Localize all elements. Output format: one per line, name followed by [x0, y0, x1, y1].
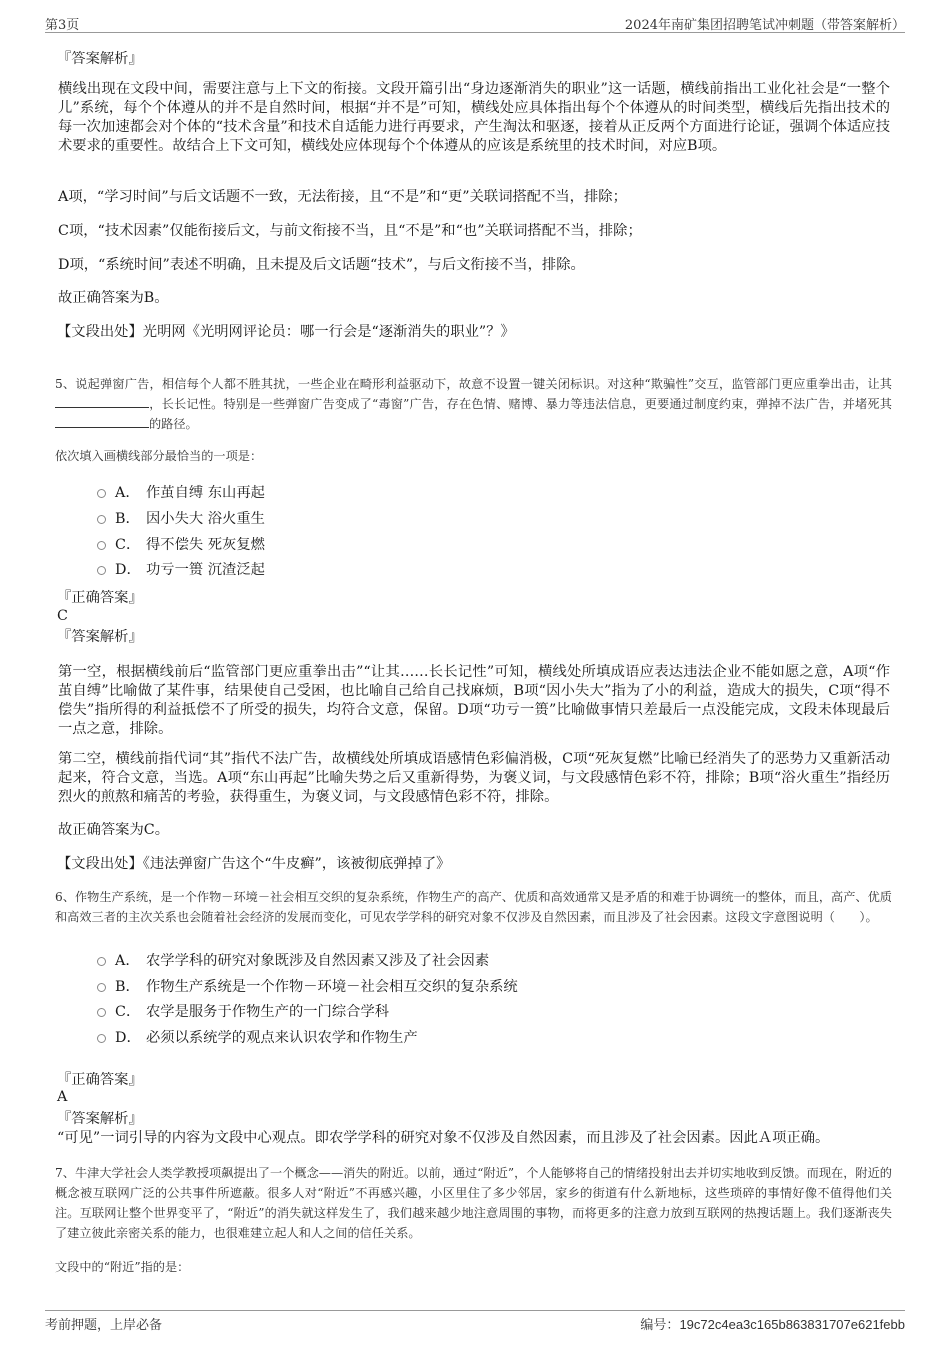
q6-option-b[interactable] [97, 977, 518, 997]
q5-correct-answer: C [57, 608, 68, 624]
radio-icon[interactable] [97, 983, 106, 992]
q4-option-c-analysis: C项，“技术因素”仅能衔接后文，与前文衔接不当，且“不是”和“也”关联词搭配不当，排除； [58, 223, 642, 239]
q5-analysis-blank1: 第一空，根据横线前后“监管部门更应重拳出击”“让其……长长记性”可知，横线处所填成语应表达违法企业不能如愿之意，A项“作茧自缚”比喻做了某件事，结果使自己受困，也比喻自己给自己找麻烦，B项“因小失大”指为了小的利益，造成大的损失，C项“得不偿失”指所得的利益抵偿不了所受的损失，均符合文意，保留。D项“功亏一篑”比喻做事情只差最后一点没能完成，文段未体现最后一点之意，排除。 [58, 664, 890, 737]
option-text: 因小失大 浴火重生 [146, 511, 265, 527]
option-text: 作物生产系统是一个作物－环境－社会相互交织的复杂系统 [146, 979, 518, 995]
option-letter: C． [115, 1004, 141, 1020]
option-letter: B． [115, 511, 140, 527]
q6-option-a[interactable] [97, 951, 489, 971]
q5-option-c[interactable] [97, 535, 265, 555]
q5-blank-1 [55, 395, 149, 408]
q4-analysis-paragraph: 横线出现在文段中间，需要注意与上下文的衔接。文段开篇引出“身边逐渐消失的职业”这一话题，横线前指出工业化社会是“一整个儿”系统，每个个体遵从的并不是自然时间，根据“并不是”可知，横线处应具体指出每个个体遵从的时间类型，横线后先指出技术的每一次加速都会对个体的“技术含量”和技术自适能力进行再要求，产生淘汰和驱逐，接着从正反两个方面进行论证，强调个体适应技术要求的重要性。故结合上下文可知，横线处应体现每个个体遵从的应该是系统里的技术时间，对应B项。 [58, 81, 890, 154]
option-letter: B． [115, 979, 140, 995]
option-letter: D． [115, 1030, 141, 1046]
option-letter: C． [115, 537, 141, 553]
q5-source: 【文段出处】《违法弹窗广告这个“牛皮癣”，该被彻底弹掉了》 [57, 856, 451, 872]
q4-conclusion: 故正确答案为B。 [58, 290, 169, 306]
q5-stem-part2: ，长长记性。特别是一些弹窗广告变成了“毒窗”广告，存在色情、赌博、暴力等违法信息，更要通过制度约束，弹掉不法广告，并堵死其 [149, 397, 892, 411]
q5-conclusion: 故正确答案为C。 [58, 822, 170, 838]
option-text: 农学是服务于作物生产的一门综合学科 [146, 1004, 390, 1020]
q5-analysis-label: 『答案解析』 [57, 629, 143, 645]
q5-stem-part3: 的路径。 [149, 417, 198, 431]
q5-analysis-blank2: 第二空，横线前指代词“其”指代不法广告，故横线处所填成语感情色彩偏消极，C项“死灰复燃”比喻已经消失了的恶势力又重新活动起来，符合文意，当选。A项“东山再起”比喻失势之后又重新得势，为褒义词，与文段感情色彩不符，排除；B项“浴火重生”指经历烈火的煎熬和痛苦的考验，获得重生，为褒义词，与文段感情色彩不符，排除。 [58, 751, 890, 805]
option-letter: A． [115, 485, 140, 501]
footer-slogan: 考前押题，上岸必备 [45, 1318, 163, 1333]
radio-icon[interactable] [97, 1008, 106, 1017]
radio-icon[interactable] [97, 566, 106, 575]
header-divider [45, 32, 905, 33]
q6-analysis-label: 『答案解析』 [57, 1111, 143, 1127]
option-letter: A． [115, 953, 140, 969]
q6-analysis: “可见”一词引导的内容为文段中心观点。即农学学科的研究对象不仅涉及自然因素，而且涉及了社会因素。因此Ａ项正确。 [57, 1130, 830, 1146]
option-text: 作茧自缚 东山再起 [146, 485, 265, 501]
option-letter: D． [115, 562, 141, 578]
q5-correct-label: 『正确答案』 [57, 590, 143, 606]
footer-divider [45, 1310, 905, 1311]
option-text: 必须以系统学的观点来认识农学和作物生产 [146, 1030, 418, 1046]
q7-stem: 7、牛津大学社会人类学教授项飙提出了一个概念——消失的附近。以前，通过“附近”，个人能够将自己的情绪投射出去并切实地收到反馈。而现在，附近的概念被互联网广泛的公共事件所遮蔽。很多人对“附近”不再感兴趣，小区里住了多少邻居，家乡的街道有什么新地标，这些琐碎的事情好像不值得他们关注。互联网让整个世界变平了，“附近”的消失就这样发生了，我们越来越少地注意周围的事物，而将更多的注意力放到互联网的热搜话题上。我们逐渐丧失了建立彼此亲密关系的能力，也很难建立起人和人之间的信任关系。 [55, 1166, 892, 1240]
document-code [640, 1314, 905, 1333]
q5-blank-2 [55, 415, 149, 428]
radio-icon[interactable] [97, 1034, 106, 1043]
q6-option-c[interactable] [97, 1002, 389, 1022]
q5-option-b[interactable] [97, 509, 265, 529]
document-title: 2024年南矿集团招聘笔试冲刺题（带答案解析） [624, 18, 905, 33]
q4-option-a-analysis: A项，“学习时间”与后文话题不一致，无法衔接，且“不是”和“更”关联词搭配不当，排除； [58, 189, 627, 205]
q7-prompt: 文段中的“附近”指的是： [55, 1260, 190, 1274]
q6-correct-label: 『正确答案』 [57, 1072, 143, 1088]
q4-analysis-label: 『答案解析』 [57, 51, 143, 67]
page-number: 第3页 [45, 18, 80, 33]
q4-option-d-analysis: D项，“系统时间”表述不明确，且未提及后文话题“技术”，与后文衔接不当，排除。 [58, 257, 585, 273]
q5-option-d[interactable] [97, 560, 265, 580]
document-code-value: 19c72c4ea3c165b863831707e621febb [679, 1317, 905, 1332]
q5-stem-part1: 5、说起弹窗广告，相信每个人都不胜其扰，一些企业在畸形利益驱动下，故意不设置一键关闭标识。对这种“欺骗性”交互，监管部门更应重拳出击，让其 [55, 377, 892, 391]
radio-icon[interactable] [97, 489, 106, 498]
radio-icon[interactable] [97, 515, 106, 524]
document-code-label: 编号： [640, 1318, 680, 1333]
q5-prompt: 依次填入画横线部分最恰当的一项是： [55, 449, 263, 463]
option-text: 得不偿失 死灰复燃 [146, 537, 265, 553]
q6-option-d[interactable] [97, 1028, 418, 1048]
q4-source: 【文段出处】光明网《光明网评论员：哪一行会是“逐渐消失的职业”？》 [57, 324, 515, 340]
q5-option-a[interactable] [97, 483, 265, 503]
q6-correct-answer: A [57, 1089, 68, 1105]
q6-stem: 6、作物生产系统，是一个作物－环境－社会相互交织的复杂系统，作物生产的高产、优质和高效通常又是矛盾的和难于协调统一的整体，而且，高产、优质和高效三者的主次关系也会随着社会经济的发展而变化，可见农学学科的研究对象不仅涉及自然因素，而且涉及了社会因素。这段文字意图说明（ ）。 [55, 890, 892, 924]
radio-icon[interactable] [97, 957, 106, 966]
radio-icon[interactable] [97, 541, 106, 550]
option-text: 功亏一篑 沉渣泛起 [146, 562, 265, 578]
q5-stem [55, 374, 892, 434]
option-text: 农学学科的研究对象既涉及自然因素又涉及了社会因素 [146, 953, 490, 969]
